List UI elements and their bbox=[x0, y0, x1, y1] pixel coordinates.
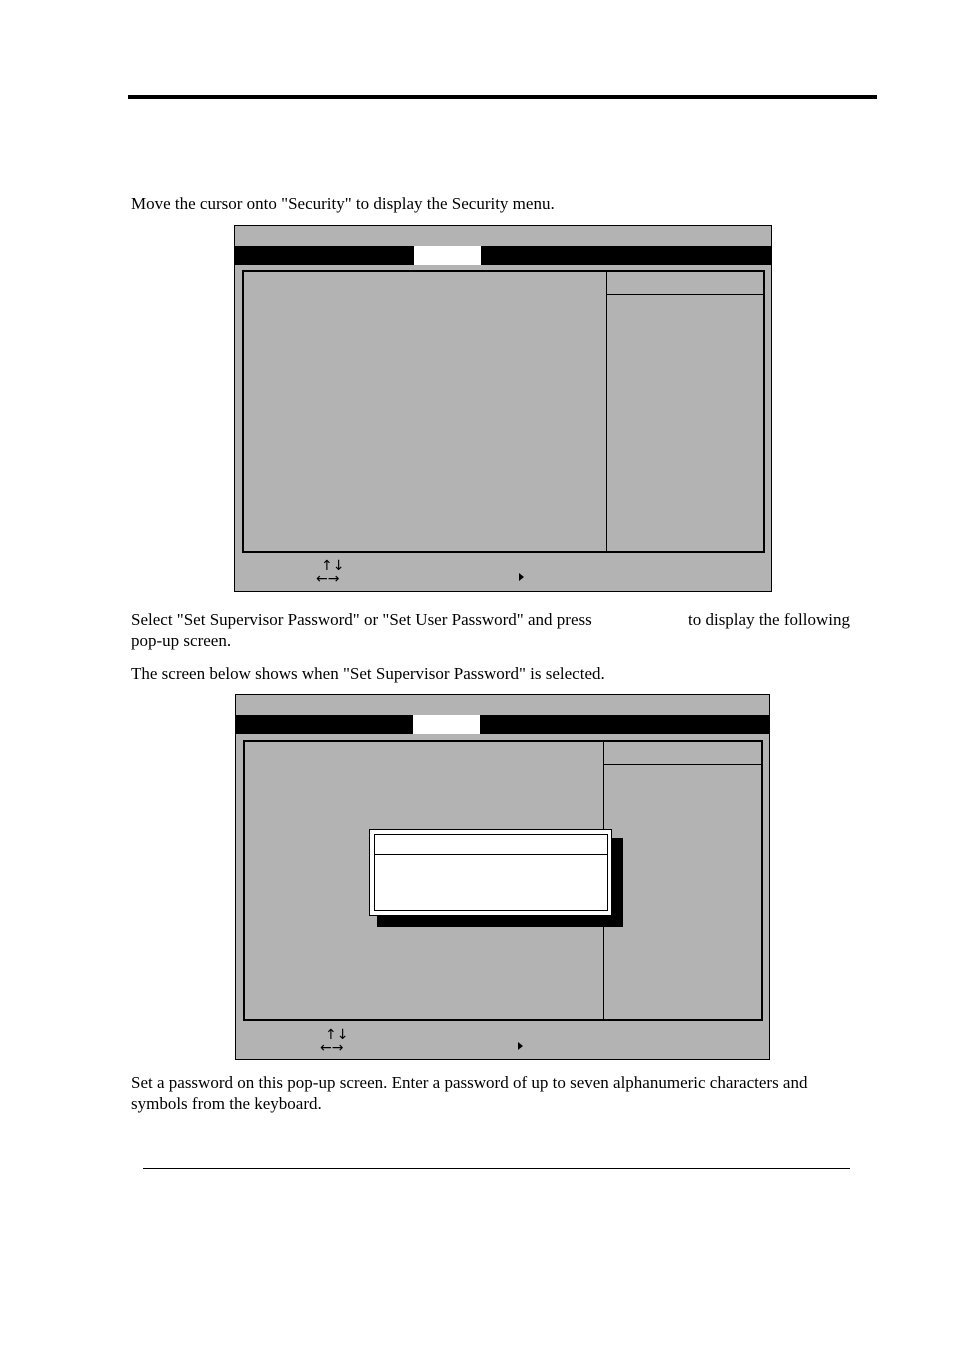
bios-menubar bbox=[235, 246, 771, 265]
left-right-arrows-icon: ←→ bbox=[316, 571, 340, 587]
header-rule bbox=[128, 95, 877, 99]
help-panel-divider bbox=[606, 272, 607, 551]
intro-text: Move the cursor onto "Security" to display the Security menu. bbox=[131, 194, 555, 213]
password-popup bbox=[369, 829, 612, 916]
tab-security[interactable] bbox=[413, 715, 480, 734]
password-popup-frame bbox=[374, 834, 608, 911]
up-down-arrows-icon: ↑↓ bbox=[325, 1027, 349, 1043]
select-text-part1: Select "Set Supervisor Password" or "Set User Password" and press bbox=[131, 610, 592, 629]
select-text-part2: to display the following bbox=[688, 610, 850, 629]
password-entry-field[interactable] bbox=[375, 855, 607, 910]
left-right-arrows-icon: ←→ bbox=[320, 1040, 344, 1056]
set-password-text-line1: Set a password on this pop-up screen. Enter a password of up to seven alphanumeric characters and bbox=[131, 1073, 808, 1092]
help-panel-header-line bbox=[607, 294, 763, 295]
up-down-arrows-icon: ↑↓ bbox=[321, 558, 345, 574]
footer-rule bbox=[143, 1168, 850, 1169]
tab-security[interactable] bbox=[414, 246, 481, 265]
submenu-arrow-icon bbox=[518, 1042, 523, 1050]
bios-menubar bbox=[236, 715, 769, 734]
help-panel-header-line bbox=[604, 764, 761, 765]
bios-main-panel bbox=[242, 270, 765, 553]
bios-security-screen bbox=[234, 225, 772, 592]
set-password-text-line2: symbols from the keyboard. bbox=[131, 1094, 322, 1113]
shows-when-text: The screen below shows when "Set Supervisor Password" is selected. bbox=[131, 664, 605, 683]
bios-password-popup-screen bbox=[235, 694, 770, 1060]
submenu-arrow-icon bbox=[519, 573, 524, 581]
select-text-line2: pop-up screen. bbox=[131, 631, 232, 650]
